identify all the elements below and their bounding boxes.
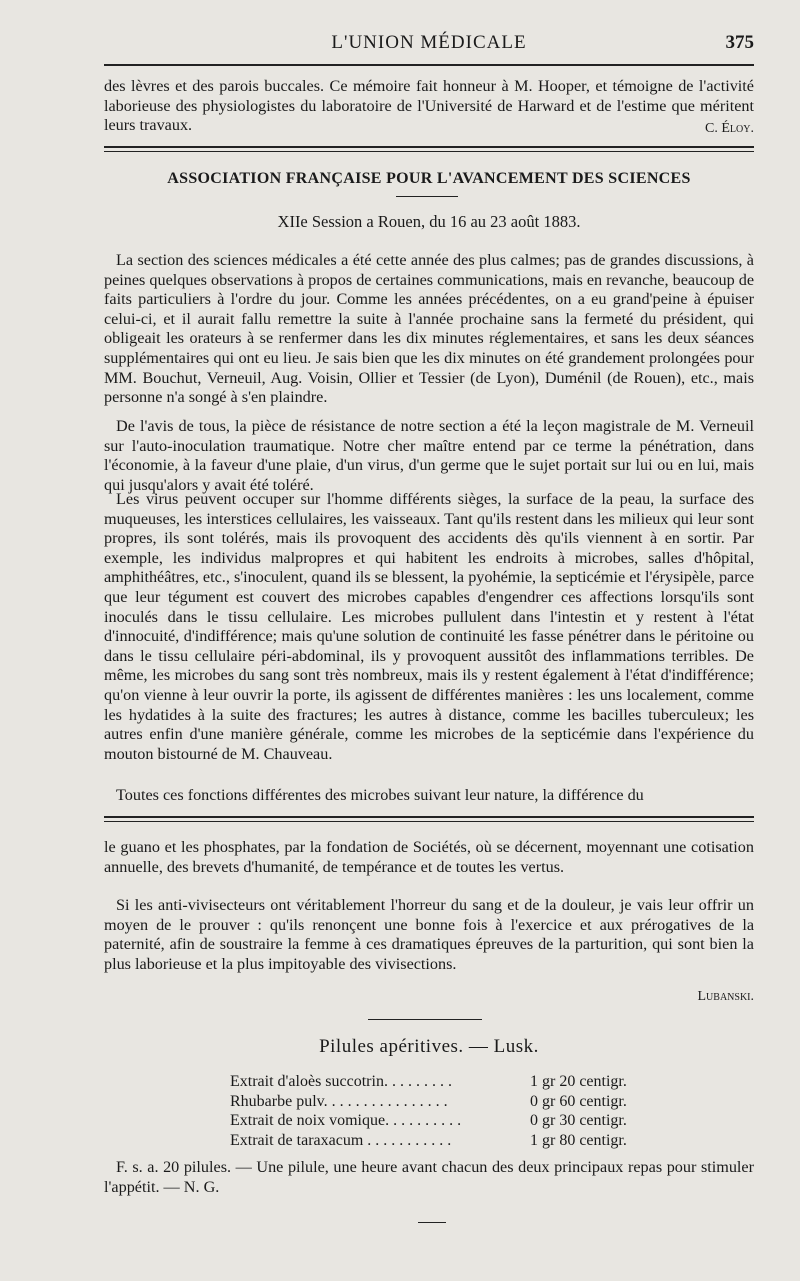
- ingredient-name: Extrait d'aloès succotrin. . . . . . . . .: [230, 1073, 452, 1090]
- end-divider: [418, 1222, 446, 1223]
- recipe-ingredients: [230, 1072, 650, 1150]
- ingredient-quantity: 1 gr 80 centigr.: [530, 1131, 627, 1149]
- title-divider: [396, 196, 458, 197]
- association-paragraph-2: De l'avis de tous, la pièce de résistance de notre section a été la leçon magistrale de M. Verneuil sur l'auto-inoculation traumatique. Notre cher maître entend par ce terme la pénétration, dans l'économie, à la faveur d'une plaie, d'un virus, d'un germe que le sujet portait sur lui ou en lui, mais qui jusqu'alors y avait été toléré.: [104, 417, 754, 494]
- section-rule-top: [104, 146, 754, 148]
- recipe-divider: [368, 1019, 482, 1020]
- ingredient-row: [230, 1111, 650, 1131]
- association-paragraph-3: Les virus peuvent occuper sur l'homme différents sièges, la surface de la peau, la surface des muqueuses, les interstices cellulaires, les vaisseaux. Tant qu'ils restent dans les milieux qui leur sont propres, ils sont tolérés, mais ils provoquent des accidents dès qu'ils viennent à en sortir. Par exemple, les individus malpropres et qui habitent les endroits à microbes, salles d'hôpital, amphithéâtres, etc., s'inoculent, quand ils se blessent, la pyohémie, la septicémie et l'érysipèle, parce que leur tégument est couvert des microbes capables d'engendrer ces affections lorsqu'ils sont inoculés dans le tissu cellulaire. Les microbes pullulent dans l'intestin et y restent à l'état d'innocuité, d'indifférence; mais qu'une solution de continuité les fasse pénétrer dans le péritoine ou dans le tissu cellulaire péri-abdominal, ils y provoquent aussitôt des inflammations terribles. De même, les microbes du sang sont très nombreux, mais ils y restent également à l'état d'indifférence; qu'on vienne à leur ouvrir la porte, ils agissent de différentes manières : les uns localement, comme les hydatides à la suite des fractures; les autres à distance, comme les bacilles tuberculeux; les autres enfin d'une manière générale, comme les microbes de la septicémie dans l'expérience du mouton bistourné de M. Chauveau.: [104, 490, 754, 763]
- ingredient-name: Extrait de noix vomique. . . . . . . . . .: [230, 1112, 462, 1129]
- association-paragraph-1: La section des sciences médicales a été cette année des plus calmes; pas de grandes discussions, à peines quelques observations à propos de certaines communications, mais en revanche, beaucoup de faits particuliers à l'ordre du jour. Comme les années précédentes, on a eu grand'peine à épuiser celui-ci, et il aurait fallu remettre la suite à l'année prochaine sans la fermeté du président, qui obligeait les orateurs à se renfermer dans les dix minutes réglementaires, et sans les deux séances supplémentaires qui ont eu lieu. Je sais bien que les dix minutes on été grandement prolongées pour MM. Bouchut, Verneuil, Aug. Voisin, Ollier et Tessier (de Lyon), Duménil (de Rouen), etc., mais personne n'a songé à s'en plaindre.: [104, 251, 754, 407]
- ingredient-row: [230, 1092, 650, 1112]
- top-article-signature: C. Éloy.: [705, 121, 754, 136]
- ingredient-row: [230, 1072, 650, 1092]
- ingredient-name: Extrait de taraxacum . . . . . . . . . . .: [230, 1131, 452, 1149]
- feuilleton-signature: Lubanski.: [697, 989, 754, 1004]
- ingredient-row: [230, 1131, 650, 1151]
- association-title: ASSOCIATION FRANÇAISE POUR L'AVANCEMENT DES SCIENCES: [167, 170, 691, 187]
- section-rule-thin: [104, 151, 754, 152]
- ingredient-quantity: 0 gr 30 centigr.: [530, 1112, 627, 1129]
- journal-title: L'UNION MÉDICALE: [331, 32, 527, 53]
- recipe-title: Pilules apéritives. — Lusk.: [319, 1036, 539, 1057]
- header-rule: [104, 64, 754, 66]
- feuilleton-rule-thin: [104, 821, 754, 822]
- feuilleton-paragraph-2: Si les anti-vivisecteurs ont véritablement l'horreur du sang et de la douleur, je vais leur offrir un moyen de le prouver : qu'ils renonçent une bonne fois à l'exercice et aux prérogatives de la paternité, afin de soustraire la femme à ces dramatiques épreuves de la parturition, qui sont bien la plus laborieuse et la plus impitoyable des vivisections.: [104, 896, 754, 973]
- page-number: 375: [725, 32, 754, 53]
- session-line: XIIe Session a Rouen, du 16 au 23 août 1883.: [277, 212, 581, 231]
- association-paragraph-4: Toutes ces fonctions différentes des microbes suivant leur nature, la différence du: [116, 786, 644, 804]
- ingredient-name: Rhubarbe pulv. . . . . . . . . . . . . . . .: [230, 1092, 448, 1110]
- running-head: [104, 32, 754, 58]
- feuilleton-paragraph-1: le guano et les phosphates, par la fondation de Sociétés, où se décernent, moyennant une cotisation annuelle, des brevets d'humanité, de tempérance et de toutes les vertus.: [104, 838, 754, 876]
- ingredient-quantity: 1 gr 20 centigr.: [530, 1073, 627, 1090]
- recipe-instructions: F. s. a. 20 pilules. — Une pilule, une heure avant chacun des deux principaux repas pour stimuler l'appétit. — N. G.: [104, 1158, 754, 1196]
- ingredient-quantity: 0 gr 60 centigr.: [530, 1092, 627, 1110]
- feuilleton-rule-top: [104, 816, 754, 818]
- top-article-text: des lèvres et des parois buccales. Ce mémoire fait honneur à M. Hooper, et témoigne de l'activité laborieuse des physiologistes du laboratoire de l'Université de Harward et de l'estime que méritent leurs travaux.: [104, 77, 754, 135]
